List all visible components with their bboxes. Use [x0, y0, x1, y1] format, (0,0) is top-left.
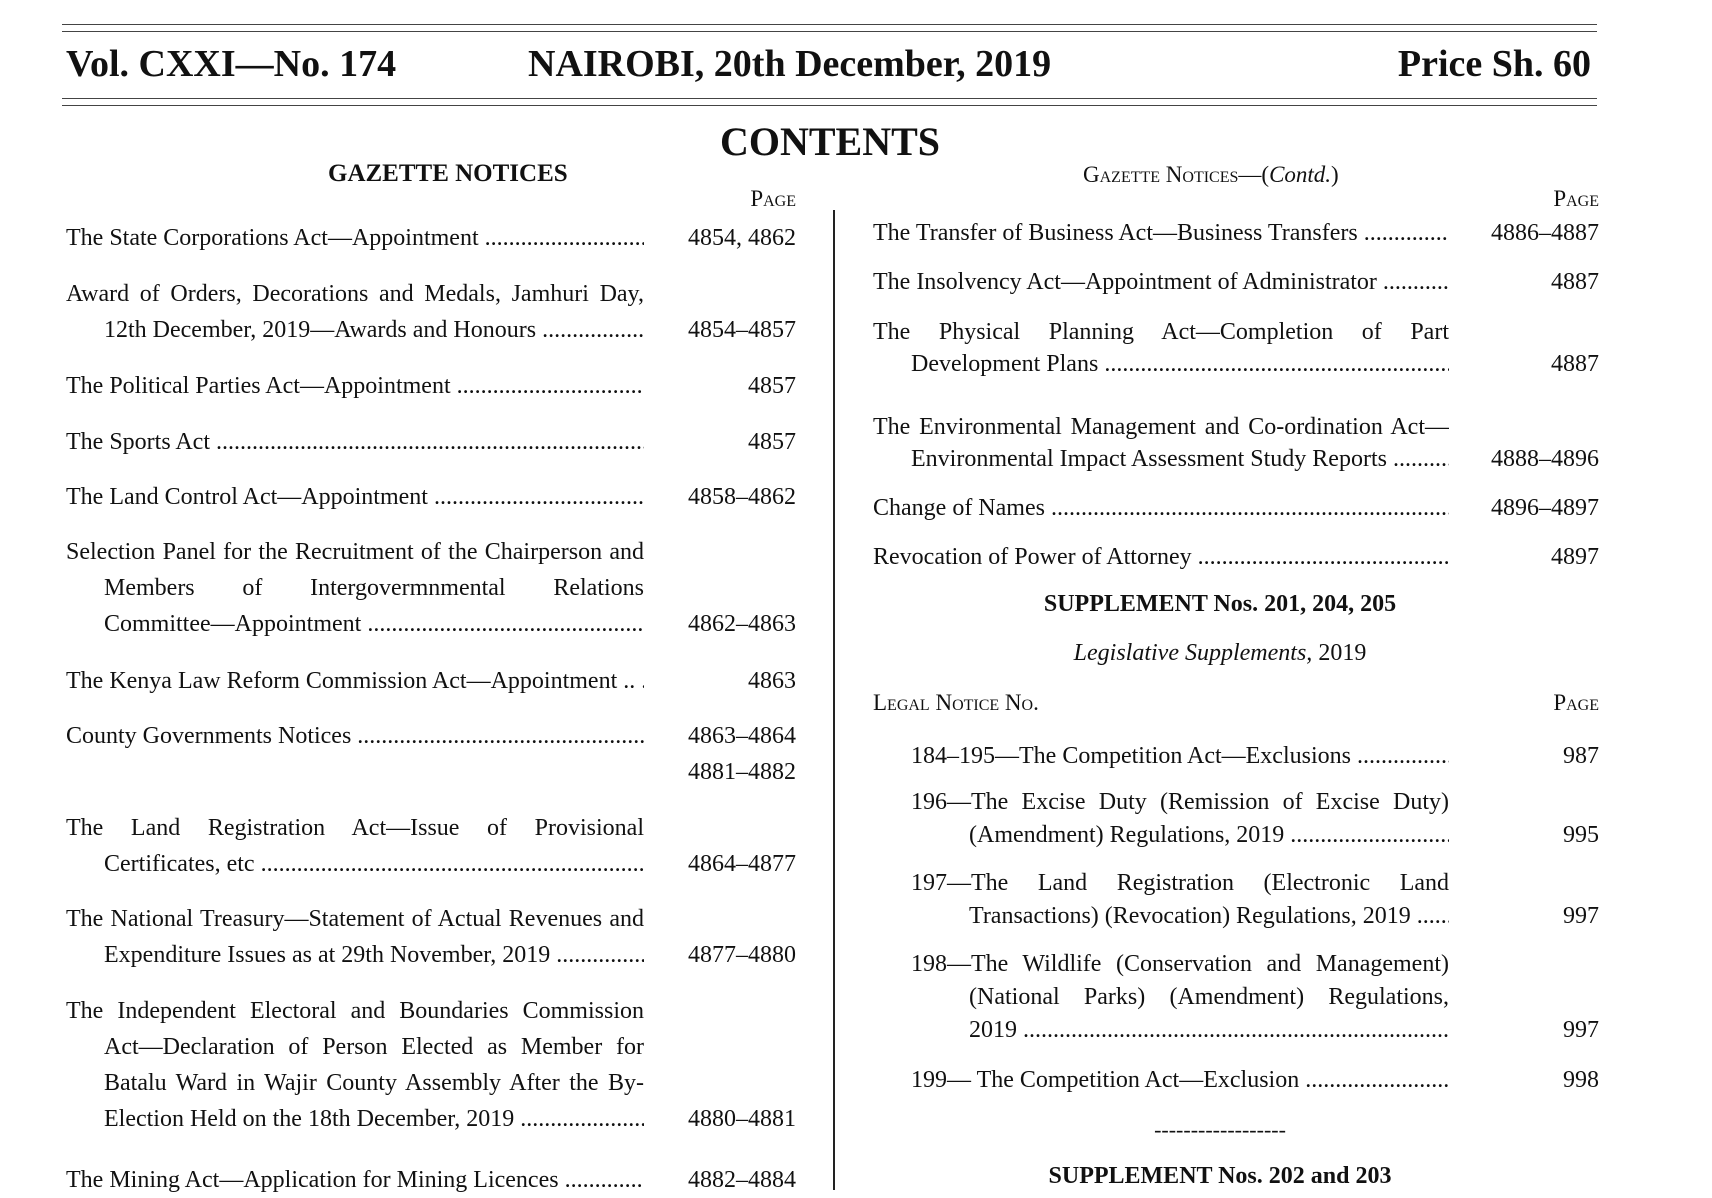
top-rule-2	[62, 31, 1597, 32]
entry-title	[66, 901, 644, 973]
entry-title	[66, 1162, 644, 1198]
entry-page-number: 4880–4881	[688, 1106, 796, 1132]
supplement-2-heading: SUPPLEMENT Nos. 202 and 203	[1048, 1163, 1392, 1189]
entry-title	[911, 740, 1449, 773]
entry-title-line: The National Treasury—Statement of Actual Revenues and	[66, 906, 644, 932]
entry-title-line: Development Plans .....	[873, 348, 1449, 380]
entry-title	[66, 276, 644, 348]
entry-title-line: The Land Control Act—Appointment .....	[66, 479, 644, 515]
entry-page-number: 4857	[748, 429, 796, 455]
entry-page-number: 4886–4887	[1491, 220, 1599, 246]
top-rule-1	[62, 24, 1597, 25]
entry-title	[66, 220, 644, 256]
entry-title-line: Certificates, etc .....	[66, 846, 644, 882]
entry-title-line: Election Held on the 18th December, 2019 .....	[66, 1101, 644, 1137]
right-column-heading	[1083, 162, 1339, 188]
entry-title-line: (Amendment) Regulations, 2019 .....	[911, 819, 1449, 852]
entry-title	[66, 718, 644, 754]
entry-title-line: 2019 .....	[911, 1014, 1449, 1047]
entry-title-line: The Insolvency Act—Appointment of Administrator .....	[873, 266, 1449, 298]
entry-title-line: 196—The Excise Duty (Remission of Excise Duty)	[911, 789, 1449, 815]
entry-title-line: Revocation of Power of Attorney .....	[873, 541, 1449, 573]
right-heading-contd: Contd.	[1269, 162, 1332, 187]
entry-title	[66, 368, 644, 404]
entry-page-number: 4862–4863	[688, 611, 796, 637]
entry-title-line: Batalu Ward in Wajir County Assembly After the By-	[104, 1070, 644, 1096]
entry-page-number: 4882–4884	[688, 1167, 796, 1193]
entry-page-number: 4854–4857	[688, 317, 796, 343]
section-separator: ------------------	[1154, 1117, 1286, 1142]
entry-page-number: 4896–4897	[1491, 495, 1599, 521]
entry-page-number: 998	[1563, 1067, 1599, 1093]
place-date: NAIROBI, 20th December, 2019	[528, 43, 1052, 85]
entry-page-number: 4863–4864	[688, 723, 796, 749]
right-page-label: Page	[1553, 186, 1599, 211]
entry-page-number: 4864–4877	[688, 851, 796, 877]
entry-title	[66, 479, 644, 515]
left-page-label: Page	[750, 186, 796, 211]
entry-title	[873, 316, 1449, 380]
entry-title	[911, 867, 1449, 933]
entry-title	[66, 810, 644, 882]
entry-title	[66, 424, 644, 460]
entry-title	[66, 993, 644, 1137]
entry-title-line: 198—The Wildlife (Conservation and Management)	[911, 951, 1449, 977]
entry-title-line: The Environmental Management and Co-ordination Act—	[873, 414, 1449, 440]
entry-title-line: The Physical Planning Act—Completion of Part	[873, 319, 1449, 345]
entry-page-number: 987	[1563, 743, 1599, 769]
entry-title	[911, 948, 1449, 1047]
entry-page-number: 4887	[1551, 351, 1599, 377]
entry-title-line: The Independent Electoral and Boundaries Commission	[66, 998, 644, 1024]
entry-title-line: Members of Intergovermnmental Relations	[104, 575, 644, 601]
entry-title-line: 12th December, 2019—Awards and Honours .....	[66, 312, 644, 348]
legislative-supplements-label: Legislative Supplements,	[1073, 640, 1313, 666]
entry-title-line: 197—The Land Registration (Electronic Land	[911, 870, 1449, 896]
column-divider	[833, 210, 835, 1190]
entry-title-line: Expenditure Issues as at 29th November, 2019 .....	[66, 937, 644, 973]
entry-title-line: Selection Panel for the Recruitment of the Chairperson and	[66, 539, 644, 565]
entry-title-line: Transactions) (Revocation) Regulations, 2019 .....	[911, 900, 1449, 933]
entry-title-line: County Governments Notices .....	[66, 718, 644, 754]
entry-page-number: 4888–4896	[1491, 446, 1599, 472]
entry-title	[911, 1064, 1449, 1097]
entry-title-line: 199— The Competition Act—Exclusion .....	[911, 1064, 1449, 1097]
entry-title-line: The Mining Act—Application for Mining Licences .....	[66, 1162, 644, 1198]
entry-title-line: 184–195—The Competition Act—Exclusions .....	[911, 740, 1449, 773]
entry-title-line: Change of Names .....	[873, 492, 1449, 524]
entry-title-line: (National Parks) (Amendment) Regulations,	[969, 984, 1449, 1010]
right-heading-close: )	[1331, 162, 1339, 187]
entry-page-number: 997	[1563, 1017, 1599, 1043]
right-heading-text: Gazette Notices—(	[1083, 162, 1270, 187]
entry-page-number: 4897	[1551, 544, 1599, 570]
entry-title-line: The Kenya Law Reform Commission Act—Appointment .. .....	[66, 663, 644, 699]
entry-page-number: 4877–4880	[688, 942, 796, 968]
entry-title	[66, 663, 644, 699]
contents-title: CONTENTS	[719, 119, 941, 164]
masthead-rule-1	[62, 98, 1597, 99]
legal-page-label: Page	[1553, 690, 1599, 715]
entry-title	[873, 266, 1449, 298]
entry-title	[66, 534, 644, 642]
masthead-rule-2	[62, 105, 1597, 106]
entry-title	[873, 492, 1449, 524]
supplement-1-subheading	[875, 640, 1565, 667]
entry-page-number: 4857	[748, 373, 796, 399]
left-column-heading: GAZETTE NOTICES	[328, 160, 568, 187]
entry-page-number: 4887	[1551, 269, 1599, 295]
entry-page-number: 4858–4862	[688, 484, 796, 510]
supplement-1-heading: SUPPLEMENT Nos. 201, 204, 205	[1043, 591, 1397, 617]
entry-title	[911, 786, 1449, 852]
entry-page-number: 997	[1563, 903, 1599, 929]
masthead	[66, 42, 1591, 92]
legislative-supplements-year: 2019	[1312, 640, 1367, 666]
entry-title-line: The Transfer of Business Act—Business Transfers .....	[873, 217, 1449, 249]
entry-title	[873, 411, 1449, 475]
entry-page-number-2: 4881–4882	[688, 759, 796, 785]
entry-title-line: Act—Declaration of Person Elected as Member for	[104, 1034, 644, 1060]
entry-page-number: 4863	[748, 668, 796, 694]
entry-title-line: Environmental Impact Assessment Study Reports .....	[873, 443, 1449, 475]
entry-page-number: 995	[1563, 822, 1599, 848]
entry-title	[873, 541, 1449, 573]
entry-title	[873, 217, 1449, 249]
entry-title-line: The Political Parties Act—Appointment .....	[66, 368, 644, 404]
entry-title-line: Committee—Appointment .....	[66, 606, 644, 642]
entry-title-line: Award of Orders, Decorations and Medals, Jamhuri Day,	[66, 281, 644, 307]
entry-title-line: The Sports Act .....	[66, 424, 644, 460]
entry-title-line: The Land Registration Act—Issue of Provisional	[66, 815, 644, 841]
legal-notice-label: Legal Notice No.	[873, 690, 1039, 715]
volume-number: Vol. CXXI—No. 174	[66, 43, 397, 85]
entry-title-line: The State Corporations Act—Appointment .....	[66, 220, 644, 256]
price: Price Sh. 60	[1397, 43, 1591, 85]
entry-page-number: 4854, 4862	[688, 225, 796, 251]
